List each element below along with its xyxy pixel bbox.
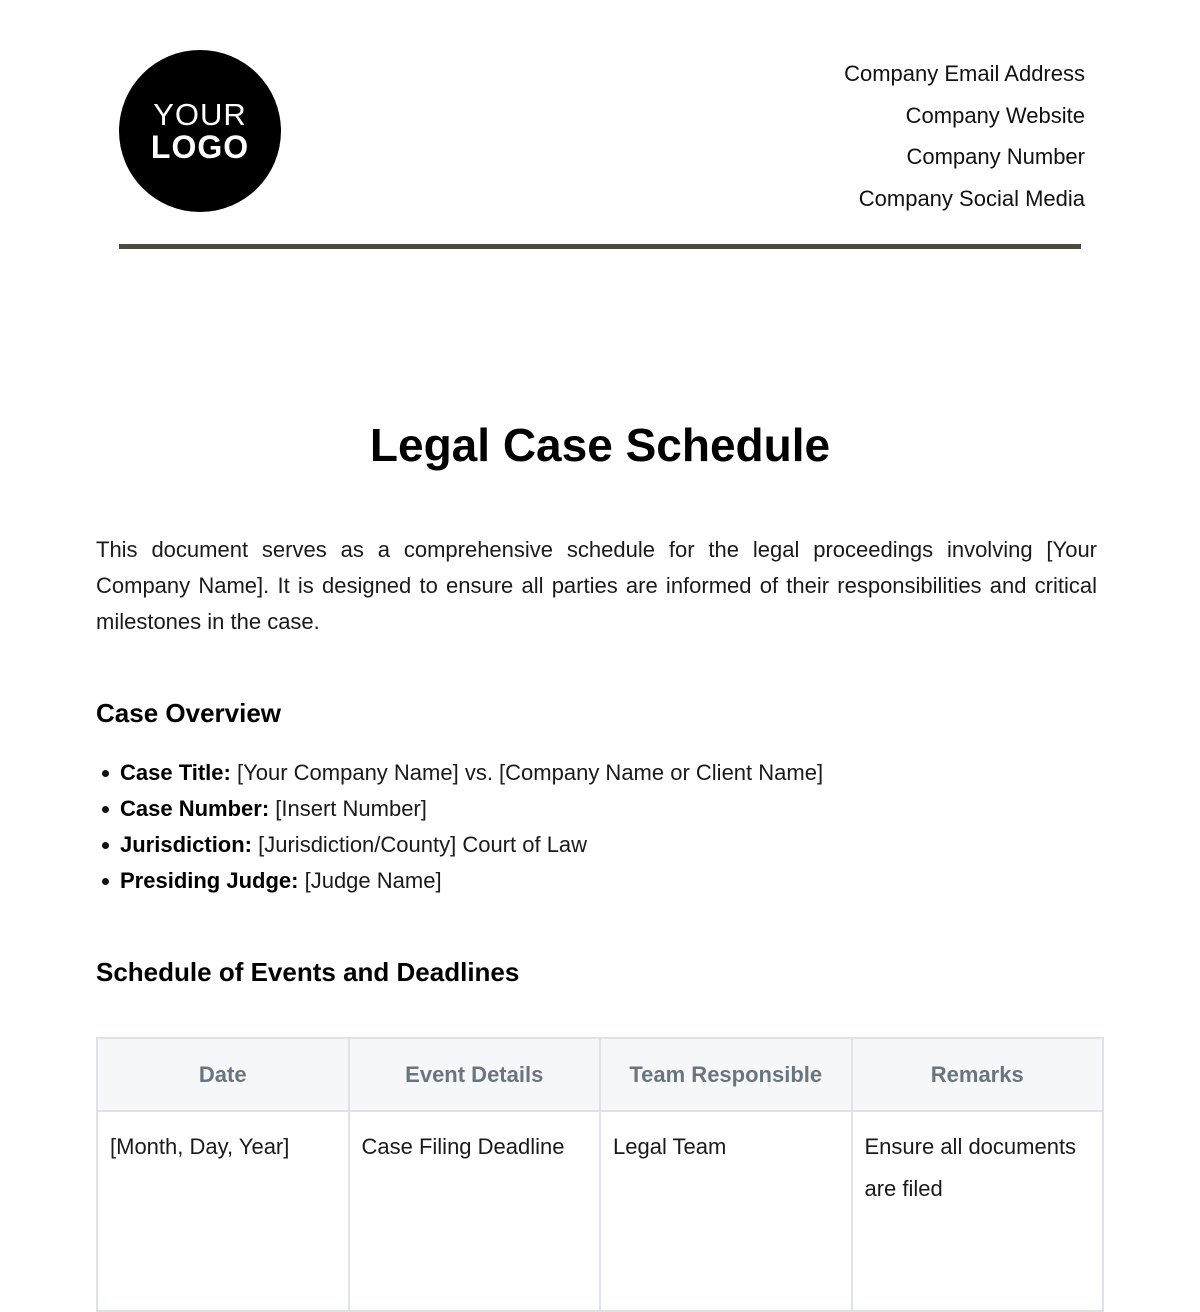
- schedule-table: [96, 1037, 1104, 1312]
- column-header-event-details: Event Details: [349, 1038, 601, 1111]
- jurisdiction-label: Jurisdiction:: [120, 832, 253, 857]
- table-row: [97, 1111, 1103, 1311]
- company-social-media: Company Social Media: [858, 185, 1085, 211]
- list-item: [96, 863, 1096, 899]
- cell-event-details: Case Filing Deadline: [349, 1111, 601, 1311]
- company-email: Company Email Address: [844, 61, 1085, 86]
- column-header-team-responsible: Team Responsible: [600, 1038, 852, 1111]
- case-overview-heading: Case Overview: [96, 698, 282, 728]
- schedule-heading: Schedule of Events and Deadlines: [96, 957, 520, 987]
- table-header-row: [97, 1038, 1103, 1111]
- case-title-value: [Your Company Name] vs. [Company Name or Client Name]: [230, 760, 824, 785]
- logo-text-your: YOUR: [153, 97, 247, 132]
- company-logo: [119, 50, 281, 212]
- case-title-label: Case Title:: [120, 760, 231, 785]
- presiding-judge-label: Presiding Judge:: [120, 868, 299, 893]
- cell-date: [Month, Day, Year]: [97, 1111, 349, 1311]
- case-number-value: [Insert Number]: [269, 796, 427, 821]
- header-divider: [119, 244, 1081, 249]
- case-overview-list: [96, 755, 1096, 899]
- company-number: Company Number: [906, 144, 1085, 169]
- intro-paragraph: This document serves as a comprehensive schedule for the legal proceedings involving [Your Company Name]. It is designed to ensure all parties are informed of their responsibilities and critical milestones in the case.: [96, 537, 1097, 634]
- presiding-judge-value: [Judge Name]: [298, 868, 442, 893]
- jurisdiction-value: [Jurisdiction/County] Court of Law: [252, 832, 588, 857]
- list-item: [96, 791, 1096, 827]
- company-contact-block: [844, 53, 1085, 219]
- column-header-remarks: Remarks: [852, 1038, 1104, 1111]
- cell-team-responsible: Legal Team: [600, 1111, 852, 1311]
- column-header-date: Date: [97, 1038, 349, 1111]
- list-item: [96, 827, 1096, 863]
- document-title: Legal Case Schedule: [369, 419, 831, 471]
- cell-remarks: Ensure all documents are filed: [852, 1111, 1104, 1311]
- logo-text-logo: LOGO: [150, 129, 250, 165]
- company-website: Company Website: [905, 102, 1085, 128]
- list-item: [96, 755, 1096, 791]
- case-number-label: Case Number:: [120, 796, 270, 821]
